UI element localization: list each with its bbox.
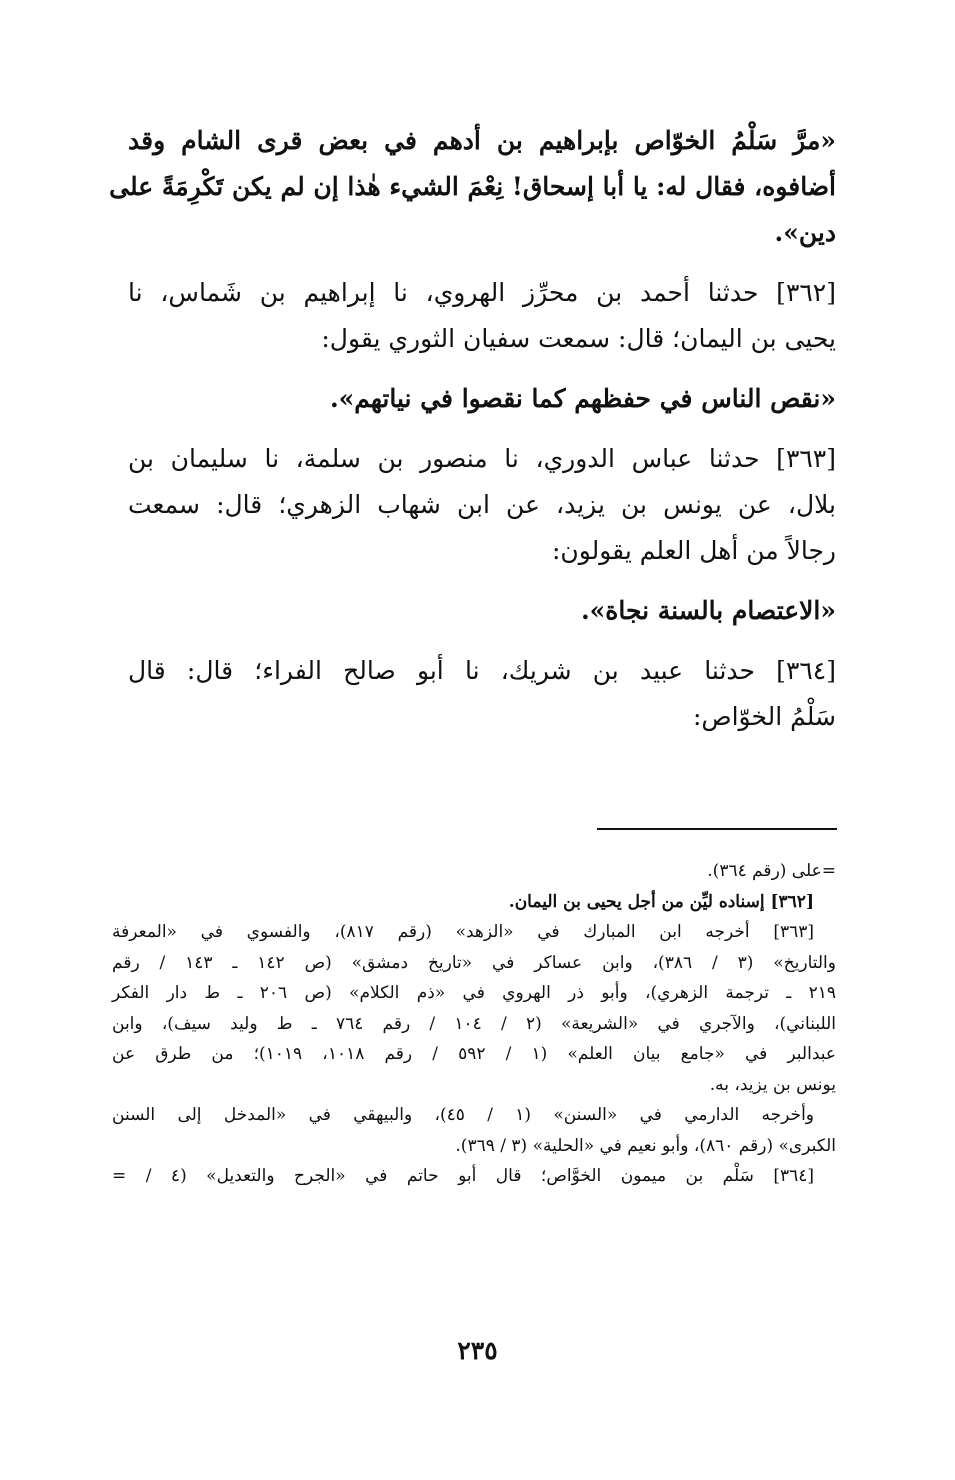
footnote-line: الكبرى» (رقم ٨٦٠)، وأبو نعيم في «الحلية» (٣ / ٣٦٩). — [455, 1135, 836, 1156]
paragraph-gap — [128, 362, 836, 376]
footnote-line: وأخرجه الدارمي في «السنن» (١ / ٤٥)، والبيهقي في «المدخل إلى السنن — [112, 1105, 814, 1125]
page-number: ٢٣٥ — [457, 1336, 498, 1365]
footnotes — [112, 856, 836, 1192]
footnote-line: يونس بن يزيد، به. — [709, 1074, 836, 1095]
main-line: [٣٦٣] حدثنا عباس الدوري، نا منصور بن سلمة، نا سليمان بن — [128, 444, 836, 473]
paragraph-gap — [128, 256, 836, 270]
main-line: يحيى بن اليمان؛ قال: سمعت سفيان الثوري يقول: — [321, 324, 836, 353]
footnote-line: =على (رقم ٣٦٤). — [707, 861, 836, 881]
paragraph-gap — [128, 574, 836, 588]
footnote-line: [٣٦٢] إسناده ليِّن من أجل يحيى بن اليمان. — [508, 891, 814, 912]
main-line: «نقص الناس في حفظهم كما نقصوا في نياتهم». — [329, 384, 836, 413]
main-line: دين». — [774, 218, 836, 247]
main-line: سَلْمُ الخوّاص: — [692, 702, 836, 731]
main-line: [٣٦٢] حدثنا أحمد بن محرِّز الهروي، نا إبراهيم بن شَماس، نا — [128, 278, 836, 307]
footnote-line: عبدالبر في «جامع بيان العلم» (١ / ٥٩٢ / رقم ١٠١٨، ١٠١٩)؛ من طرق عن — [112, 1044, 837, 1064]
main-line: «مرَّ سَلْمُ الخوّاص بإبراهيم بن أدهم في بعض قرى الشام وقد — [128, 126, 836, 155]
main-line: أضافوه، فقال له: يا أبا إسحاق! نِعْمَ الشيء هٰذا إن لم يكن تَكْرِمَةً على — [109, 172, 836, 201]
paragraph-gap — [128, 634, 836, 648]
paragraph-gap — [128, 422, 836, 436]
footnote-line: ٢١٩ ـ ترجمة الزهري)، وأبو ذر الهروي في «ذم الكلام» (ص ٢٠٦ ـ ط دار الفكر — [112, 983, 836, 1003]
main-line: رجالاً من أهل العلم يقولون: — [551, 536, 836, 565]
footnote-line: [٣٦٤] سَلْم بن ميمون الخوَّاص؛ قال أبو حاتم في «الجرح والتعديل» (٤ / = — [112, 1166, 814, 1186]
footnote-line: [٣٦٣] أخرجه ابن المبارك في «الزهد» (رقم ٨١٧)، والفسوي في «المعرفة — [112, 922, 815, 942]
footnote-line: والتاريخ» (٣ / ٣٨٦)، وابن عساكر في «تاريخ دمشق» (ص ١٤٢ ـ ١٤٣ / رقم — [112, 952, 836, 973]
main-text — [109, 118, 836, 740]
footnote-divider — [597, 828, 837, 830]
footnote-line: اللبناني)، والآجري في «الشريعة» (٢ / ١٠٤ / رقم ٧٦٤ ـ ط وليد سيف)، وابن — [112, 1013, 837, 1034]
main-line: «الاعتصام بالسنة نجاة». — [580, 596, 836, 625]
main-line: بلال، عن يونس بن يزيد، عن ابن شهاب الزهري؛ قال: سمعت — [128, 490, 836, 519]
main-line: [٣٦٤] حدثنا عبيد بن شريك، نا أبو صالح الفراء؛ قال: قال — [128, 656, 836, 685]
